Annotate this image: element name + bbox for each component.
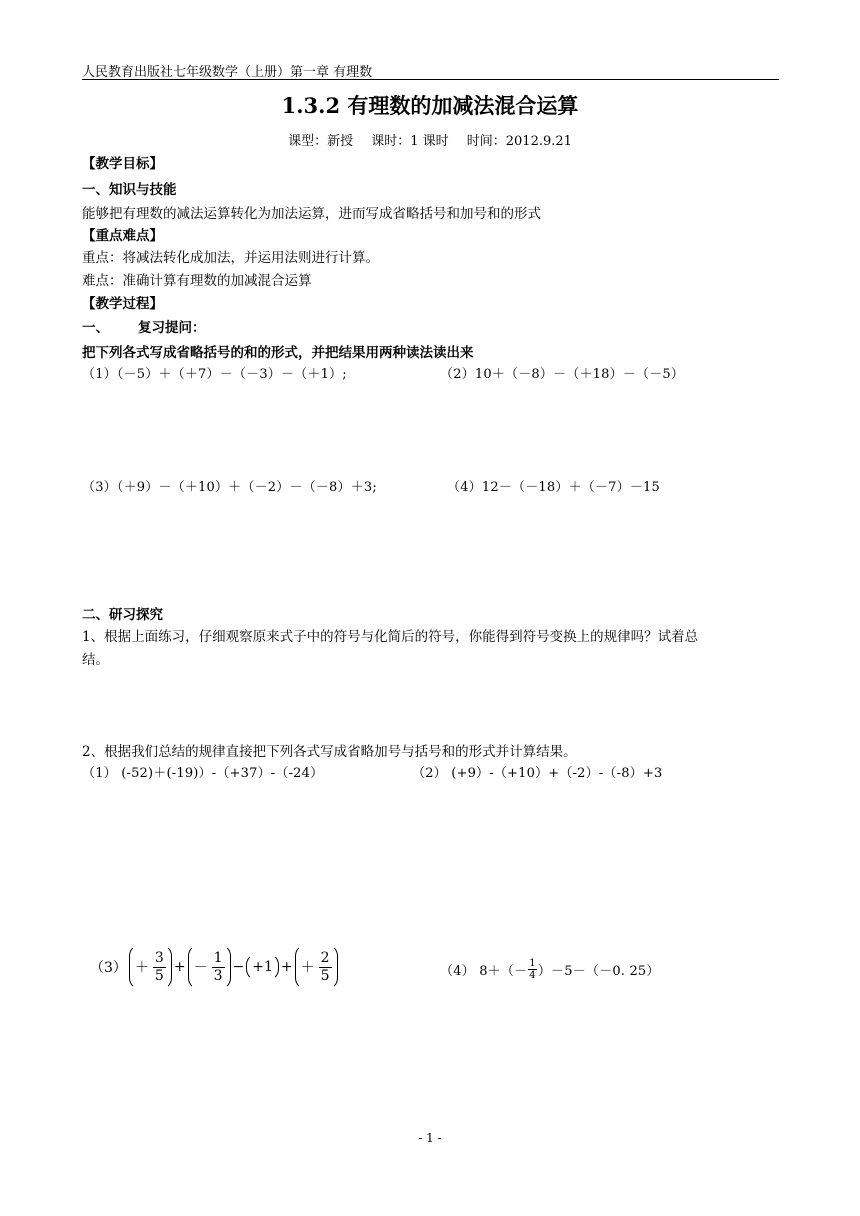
lesson-periods: 课时：1 课时 [371,134,449,149]
lesson-date: 时间：2012.9.21 [466,134,572,149]
page-number: - 1 - [418,1131,442,1145]
key-heading: 【重点难点】 [82,228,163,244]
problem-4-denominator: 4 [529,970,536,981]
explore-problem-2: （2） (+9）-（+10）+（-2）-（-8）+3 [412,766,663,781]
term-1-sign: ＋ [134,960,149,976]
review-problem-2: （2）10＋（－8）－（＋18）－（－5） [440,367,685,382]
term-4-sign: ＋ [300,960,315,976]
fraction-1-3 [212,950,225,985]
review-problem-1: （1）（－5）＋（＋7）－（－3）－（＋1）; [82,367,347,382]
problem-4-numerator: 1 [529,958,536,969]
fraction-term-4 [295,944,338,990]
fraction-term-2 [188,944,231,990]
term-4-numerator: 2 [320,949,330,966]
review-heading: 复习提问： [138,320,206,336]
operator-3: + [280,959,293,975]
review-number: 一、 [82,320,109,336]
lesson-meta [0,130,860,149]
explore-question-2: 2、根据我们总结的规律直接把下列各式写成省略加号与括号和的形式并计算结果。 [82,744,577,760]
fraction-2-5 [319,950,332,985]
explore-question-1-line-1: 1、根据上面练习，仔细观察原来式子中的符号与化简后的符号，你能得到符号变换上的规律吗？试着总 [82,629,699,645]
header-rule [82,79,779,80]
term-4-denominator: 5 [320,967,330,984]
fraction-3-5 [153,950,166,985]
review-problem-3: （3）（＋9）－（＋10）＋（－2）－（－8）＋3; [82,480,377,495]
explore-question-1-line-2: 结。 [82,652,109,668]
operator-2: − [232,959,245,975]
review-problem-4: （4）12－（－18）＋（－7）－15 [447,480,660,495]
goals-heading: 【教学目标】 [82,156,163,172]
running-header: 人民教育出版社七年级数学（上册）第一章 有理数 [82,65,373,80]
knowledge-text: 能够把有理数的减法运算转化为加法运算，进而写成省略括号和加号和的形式 [82,206,541,222]
fraction-term-1 [129,944,172,990]
term-1-denominator: 5 [154,967,164,984]
explore-problem-4 [440,958,660,981]
problem-4-prefix: （4） 8＋（－ [440,964,528,979]
problem-4-suffix: ）－5－（－0. 25） [537,964,660,979]
term-1-numerator: 3 [154,949,164,966]
explore-problem-1: （1） (-52)＋(-19)）-（+37）-（-24） [82,766,324,781]
difficult-point: 难点：准确计算有理数的加减混合运算 [82,273,312,289]
problem-3-label: （3） [90,960,127,976]
explore-problem-3 [88,944,338,990]
key-point: 重点：将减法转化成加法，并运用法则进行计算。 [82,250,379,266]
term-2-sign: － [193,960,208,976]
integer-term-3 [246,953,279,981]
term-2-denominator: 3 [213,967,223,984]
page-title: 1.3.2 有理数的加减法混合运算 [281,93,579,118]
fraction-1-4 [528,958,537,981]
process-heading: 【教学过程】 [82,296,163,312]
operator-1: + [173,959,186,975]
term-2-numerator: 1 [213,949,223,966]
knowledge-heading: 一、知识与技能 [82,182,177,198]
lesson-type: 课型：新授 [288,134,354,149]
term-3-value: +1 [252,959,273,975]
explore-heading: 二、研习探究 [82,607,163,623]
review-instruction: 把下列各式写成省略括号的和的形式，并把结果用两种读法读出来 [82,345,474,361]
